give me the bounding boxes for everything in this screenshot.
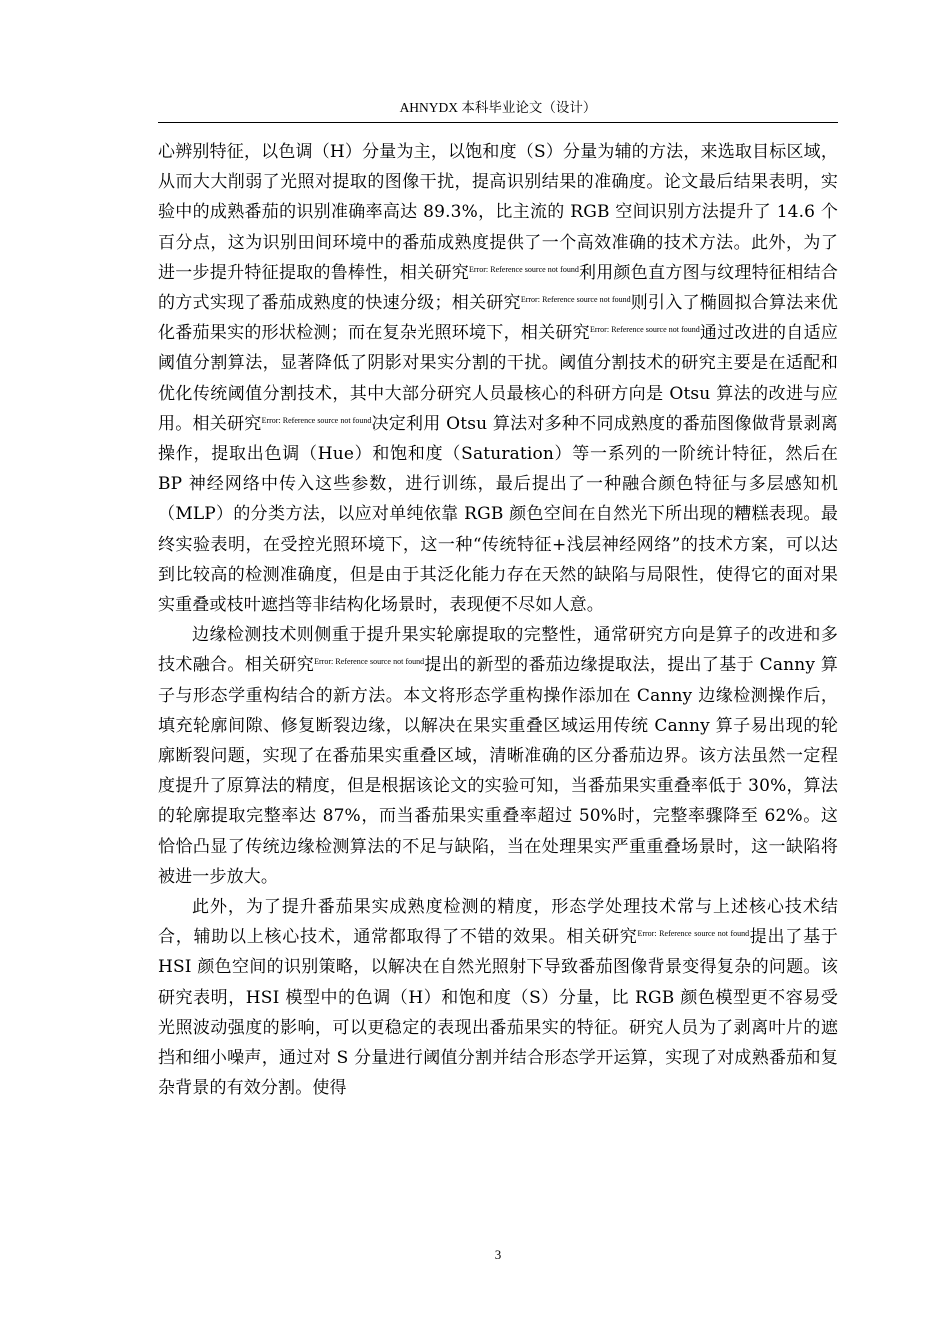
reference-error-marker: Error: Reference source not found	[520, 295, 631, 305]
text-run: 通过改进的自适应阈值分割算法，显著降低了阴影对果实分割的干扰。阈值分割技术的研究主要是在适配和优化传统阈值分割技术，其中大部分研究人员最核心的科研方向是 Otsu 算法的改进与应用。相关研究	[158, 323, 839, 434]
reference-error-marker: Error: Reference source not found	[314, 657, 425, 667]
reference-error-marker: Error: Reference source not found	[469, 264, 579, 274]
running-header: AHNYDX 本科毕业论文（设计）	[399, 100, 597, 115]
text-run: 边缘检测技术则侧重于提升果实轮廓提取的完整性，通常研究方向是算子的改进和多技术融合。相关研究	[158, 625, 838, 676]
header-rule	[158, 122, 838, 123]
text-run: 决定利用 Otsu 算法对多种不同成熟度的番茄图像做背景剥离操作，提取出色调（Hue）和饱和度（Saturation）等一系列的一阶统计特征，然后在 BP 神经网络中传入这些参数，进行训练，最后提出了一种融合颜色特征与多层感知机（MLP）的分类方法，以应对单纯依靠 RGB 颜色空间在自然光下所出现的糟糕表现。最终实验表明，在受控光照环境下，这一种“传统特征+浅层神经网络”的技术方案，可以达到比较高的检测准确度，但是由于其泛化能力存在天然的缺陷与局限性，使得它的面对果实重叠或枝叶遮挡等非结构化场景时，表现便不尽如人意。	[158, 413, 838, 616]
text-run: 提出了基于 HSI 颜色空间的识别策略，以解决在自然光照射下导致番茄图像背景变得复杂的问题。该研究表明，HSI 模型中的色调（H）和饱和度（S）分量，比 RGB 颜色模型更不容易受光照波动强度的影响，可以更稳定的表现出番茄果实的特征。研究人员为了剥离叶片的遮挡和细小噪声，通过对 S 分量进行阈值分割并结合形态学开运算，实现了对成熟番茄和复杂背景的有效分割。使得	[158, 927, 838, 1099]
text-run: 此外，为了提升番茄果实成熟度检测的精度，形态学处理技术常与上述核心技术结合，辅助以上核心技术，通常都取得了不错的效果。相关研究	[158, 897, 838, 948]
page-number: 3	[494, 1247, 502, 1262]
paragraph-1	[158, 137, 838, 620]
reference-error-marker: Error: Reference source not found	[589, 325, 700, 335]
text-run: 提出的新型的番茄边缘提取法，提出了基于 Canny 算子与形态学重构结合的新方法。本文将形态学重构操作添加在 Canny 边缘检测操作后，填充轮廓间隙、修复断裂边缘，以解决在果实重叠区域运用传统 Canny 算子易出现的轮廓断裂问题，实现了在番茄果实重叠区域，清晰准确的区分番茄边界。该方法虽然一定程度提升了原算法的精度，但是根据该论文的实验可知，当番茄果实重叠率低于 30%，算法的轮廓提取完整率达 87%，而当番茄果实重叠率超过 50%时，完整率骤降至 62%。这恰恰凸显了传统边缘检测算法的不足与缺陷，当在处理果实严重重叠场景时，这一缺陷将被进一步放大。	[158, 655, 838, 887]
text-run: 心辨别特征，以色调（H）分量为主，以饱和度（S）分量为辅的方法，来选取目标区域，从而大大削弱了光照对提取的图像干扰，提高识别结果的准确度。论文最后结果表明，实验中的成熟番茄的识别准确率高达 89.3%，比主流的 RGB 空间识别方法提升了 14.6 个百分点，这为识别田间环境中的番茄成熟度提供了一个高效准确的技术方法。此外，为了进一步提升特征提取的鲁棒性，相关研究	[158, 142, 838, 283]
text-run: 则引入了椭圆拟合算法来优化番茄果实的形状检测；而在复杂光照环境下，相关研究	[158, 293, 838, 344]
text-run: 利用颜色直方图与纹理特征相结合的方式实现了番茄成熟度的快速分级；相关研究	[158, 262, 839, 314]
paragraph-3	[158, 892, 838, 1103]
reference-error-marker: Error: Reference source not found	[261, 415, 372, 425]
paragraph-2	[158, 620, 838, 892]
body-text	[158, 137, 838, 1104]
reference-error-marker: Error: Reference source not found	[637, 929, 750, 939]
